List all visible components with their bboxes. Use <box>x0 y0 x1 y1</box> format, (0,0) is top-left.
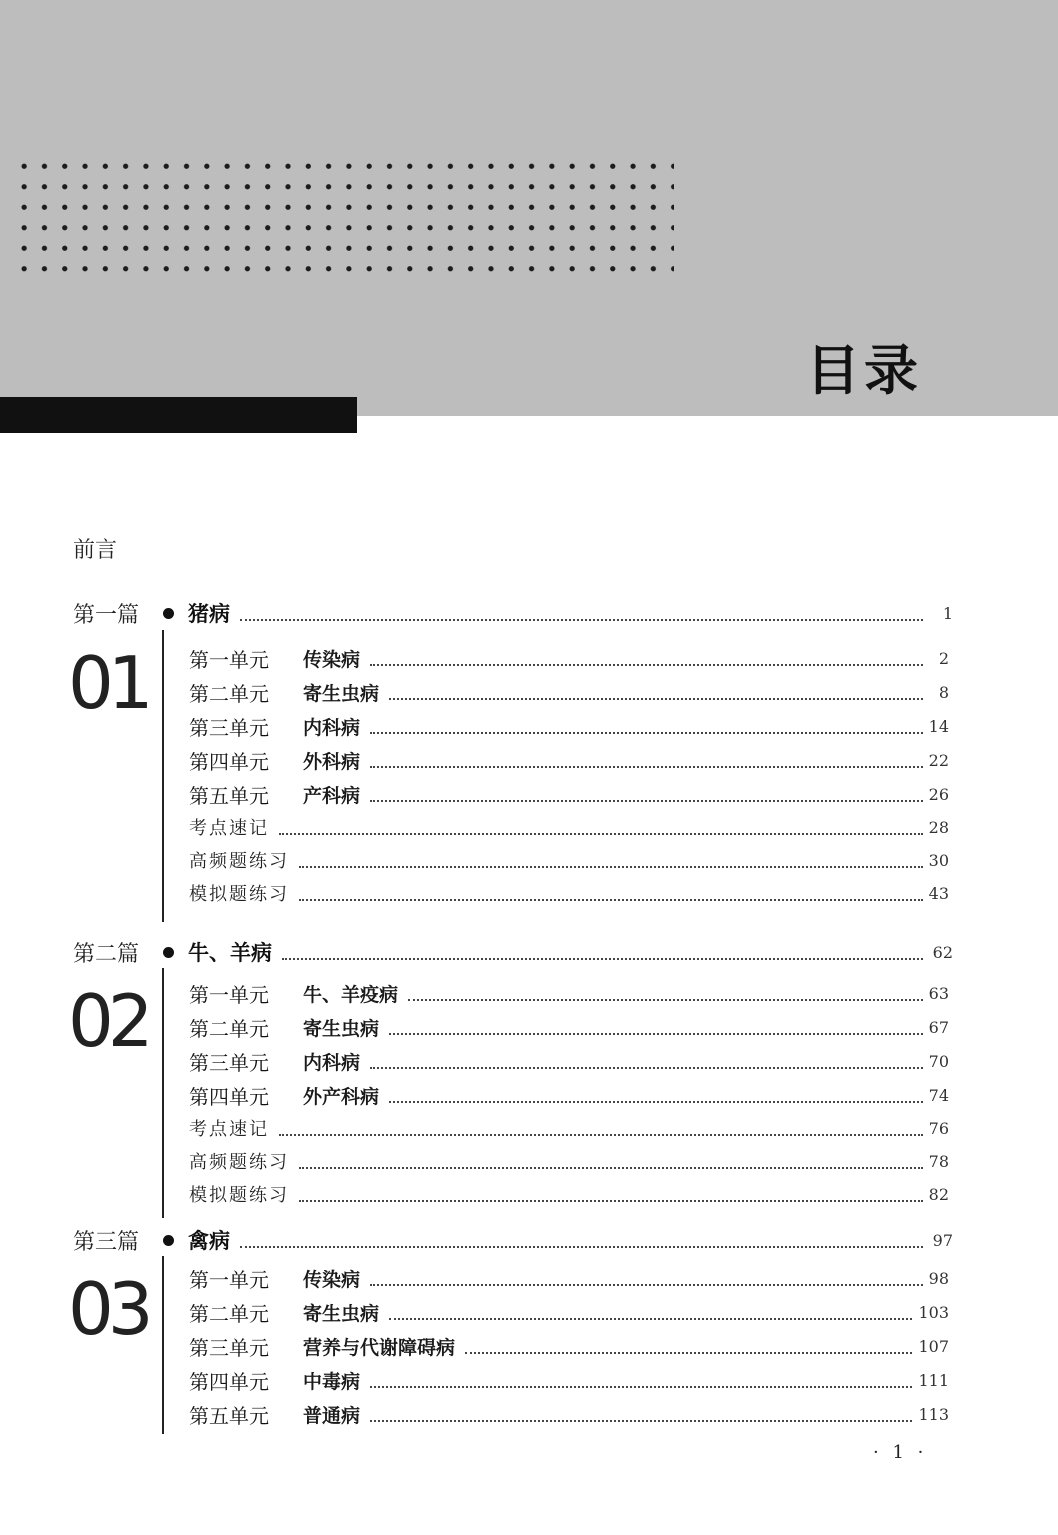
header-band <box>0 0 1058 416</box>
leader-dots <box>370 1406 912 1422</box>
page-number: 28 <box>928 817 949 837</box>
toc-entry[interactable] <box>189 1264 949 1292</box>
page-number: 103 <box>918 1302 949 1322</box>
part-3-row[interactable] <box>73 1225 953 1255</box>
toc-entry[interactable] <box>189 1114 949 1142</box>
page-number: 70 <box>928 1051 949 1071</box>
part-label: 第一篇 <box>73 602 140 628</box>
leader-dots <box>240 1232 923 1248</box>
toc-entry[interactable] <box>189 644 949 672</box>
toc-entry[interactable] <box>189 979 949 1007</box>
unit-label: 第四单元 <box>189 1084 269 1109</box>
bullet-icon <box>163 947 174 958</box>
unit-label: 第三单元 <box>189 715 269 740</box>
unit-label: 第五单元 <box>189 1403 269 1428</box>
vertical-rule <box>162 1256 164 1434</box>
toc-entry[interactable] <box>189 746 949 774</box>
vertical-rule <box>162 630 164 922</box>
topic-label: 内科病 <box>303 716 361 739</box>
topic-label: 外产科病 <box>303 1085 380 1108</box>
topic-label: 模拟题练习 <box>189 884 289 905</box>
unit-label: 第一单元 <box>189 982 269 1007</box>
topic-label: 中毒病 <box>303 1370 361 1393</box>
topic-label: 产科病 <box>303 784 361 807</box>
toc-entry[interactable] <box>189 1298 949 1326</box>
leader-dots <box>299 1186 923 1202</box>
footer-page-number: · 1 · <box>873 1442 928 1463</box>
topic-label: 考点速记 <box>189 1119 269 1140</box>
page-number: 63 <box>928 983 949 1003</box>
leader-dots <box>389 684 923 700</box>
topic-label: 外科病 <box>303 750 361 773</box>
part-number: 01 <box>68 641 148 725</box>
topic-label: 考点速记 <box>189 818 269 839</box>
page-number: 97 <box>932 1230 953 1250</box>
unit-label: 第二单元 <box>189 1016 269 1041</box>
leader-dots <box>299 1153 923 1169</box>
leader-dots <box>370 1053 923 1069</box>
leader-dots <box>240 605 923 621</box>
bullet-icon <box>163 608 174 619</box>
leader-dots <box>370 786 923 802</box>
dot-pattern <box>14 156 674 272</box>
unit-label: 第三单元 <box>189 1335 269 1360</box>
part-label: 第三篇 <box>73 1229 140 1255</box>
toc-entry[interactable] <box>189 1013 949 1041</box>
toc-entry[interactable] <box>189 1047 949 1075</box>
page-title: 目录 <box>806 339 922 402</box>
toc-entry[interactable] <box>189 1147 949 1175</box>
bullet-icon <box>163 1235 174 1246</box>
unit-label: 第五单元 <box>189 783 269 808</box>
page-number: 43 <box>928 883 949 903</box>
topic-label: 传染病 <box>303 648 361 671</box>
topic-label: 模拟题练习 <box>189 1185 289 1206</box>
page-number: 1 <box>942 603 953 623</box>
topic-label: 传染病 <box>303 1268 361 1291</box>
topic-label: 内科病 <box>303 1051 361 1074</box>
page-number: 30 <box>928 850 949 870</box>
toc-entry[interactable] <box>189 1081 949 1109</box>
page-number: 78 <box>928 1151 949 1171</box>
page-number: 22 <box>928 750 949 770</box>
leader-dots <box>299 852 923 868</box>
leader-dots <box>465 1338 912 1354</box>
part-name: 猪病 <box>188 602 230 626</box>
unit-label: 第一单元 <box>189 1267 269 1292</box>
page-number: 62 <box>932 942 953 962</box>
part-2-row[interactable] <box>73 937 953 967</box>
part-name: 牛、羊病 <box>188 941 272 965</box>
page-number: 14 <box>928 716 949 736</box>
toc-entry[interactable] <box>189 780 949 808</box>
page-number: 74 <box>928 1085 949 1105</box>
topic-label: 高频题练习 <box>189 1152 289 1173</box>
unit-label: 第三单元 <box>189 1050 269 1075</box>
leader-dots <box>408 985 923 1001</box>
part-number: 02 <box>68 979 148 1063</box>
leader-dots <box>370 1270 923 1286</box>
part-label: 第二篇 <box>73 941 140 967</box>
foreword-link[interactable]: 前言 <box>73 538 118 563</box>
vertical-rule <box>162 968 164 1218</box>
black-bar <box>0 397 357 433</box>
leader-dots <box>389 1304 912 1320</box>
leader-dots <box>370 752 923 768</box>
leader-dots <box>389 1087 923 1103</box>
leader-dots <box>370 650 923 666</box>
topic-label: 寄生虫病 <box>303 682 380 705</box>
leader-dots <box>279 819 923 835</box>
page-number: 26 <box>928 784 949 804</box>
page-number: 82 <box>928 1184 949 1204</box>
leader-dots <box>299 885 923 901</box>
page-number: 67 <box>928 1017 949 1037</box>
part-name: 禽病 <box>188 1229 230 1253</box>
unit-label: 第四单元 <box>189 749 269 774</box>
page-number: 2 <box>938 648 949 668</box>
leader-dots <box>370 1372 912 1388</box>
topic-label: 牛、羊疫病 <box>303 983 399 1006</box>
topic-label: 寄生虫病 <box>303 1017 380 1040</box>
leader-dots <box>282 944 923 960</box>
topic-label: 高频题练习 <box>189 851 289 872</box>
page-number: 76 <box>928 1118 949 1138</box>
unit-label: 第二单元 <box>189 1301 269 1326</box>
toc-entry[interactable] <box>189 1180 949 1208</box>
page-number: 111 <box>918 1370 949 1390</box>
leader-dots <box>279 1120 923 1136</box>
page-number: 113 <box>918 1404 949 1424</box>
toc-entry[interactable] <box>189 712 949 740</box>
toc-entry[interactable] <box>189 1332 949 1360</box>
toc-entry[interactable] <box>189 1400 949 1428</box>
toc-entry[interactable] <box>189 1366 949 1394</box>
topic-label: 普通病 <box>303 1404 361 1427</box>
toc-entry[interactable] <box>189 678 949 706</box>
leader-dots <box>370 718 923 734</box>
topic-label: 营养与代谢障碍病 <box>303 1336 456 1359</box>
unit-label: 第四单元 <box>189 1369 269 1394</box>
page-number: 98 <box>928 1268 949 1288</box>
leader-dots <box>389 1019 923 1035</box>
unit-label: 第二单元 <box>189 681 269 706</box>
topic-label: 寄生虫病 <box>303 1302 380 1325</box>
part-number: 03 <box>68 1267 148 1351</box>
unit-label: 第一单元 <box>189 647 269 672</box>
toc-entry[interactable] <box>189 846 949 874</box>
toc-entry[interactable] <box>189 813 949 841</box>
page-number: 8 <box>938 682 949 702</box>
page-number: 107 <box>918 1336 949 1356</box>
part-1-row[interactable] <box>73 598 953 628</box>
toc-entry[interactable] <box>189 879 949 907</box>
